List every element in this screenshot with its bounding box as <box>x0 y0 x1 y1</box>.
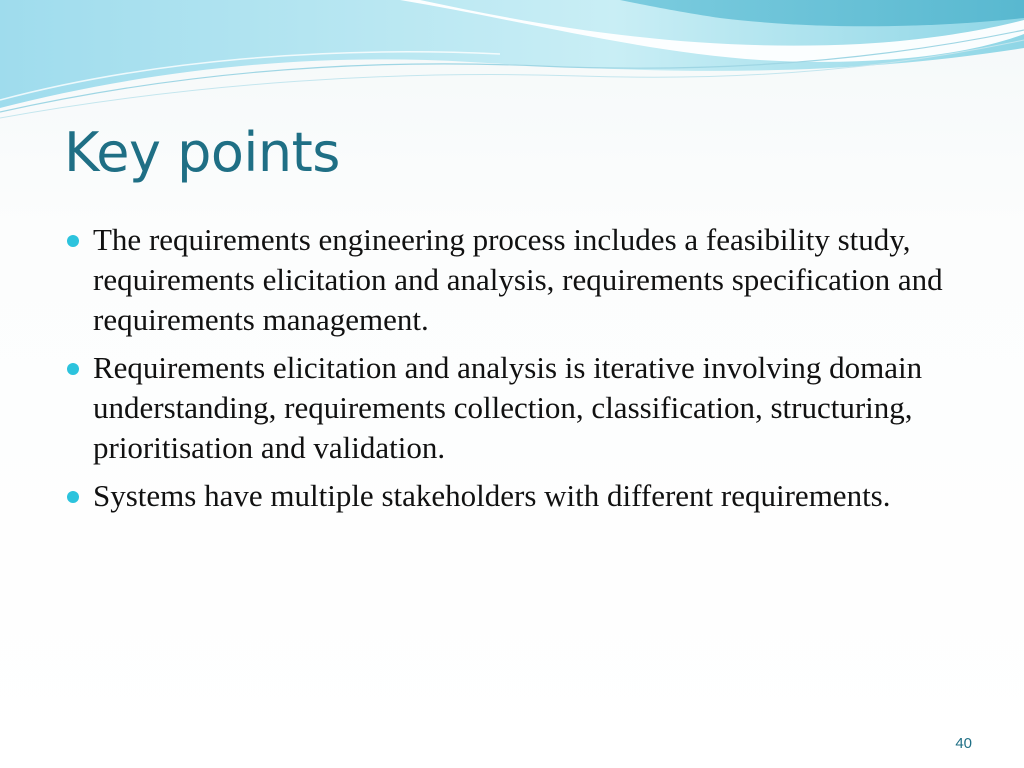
bullet-text: The requirements engineering process includes a feasibility study, requirements elicitation and analysis, requirements specification and requirements management. <box>93 222 943 337</box>
bullet-list <box>64 220 964 524</box>
bullet-dot-icon <box>67 491 79 503</box>
bullet-dot-icon <box>67 235 79 247</box>
bullet-dot-icon <box>67 363 79 375</box>
bullet-text: Systems have multiple stakeholders with different requirements. <box>93 478 891 513</box>
bullet-item <box>64 220 964 340</box>
bullet-item <box>64 348 964 468</box>
page-number: 40 <box>955 735 972 752</box>
header-wave-decoration <box>0 0 1024 130</box>
bullet-item <box>64 476 964 516</box>
slide-title: Key points <box>64 121 340 184</box>
bullet-text: Requirements elicitation and analysis is iterative involving domain understanding, requirements collection, classification, structuring, prioritisation and validation. <box>93 350 923 465</box>
